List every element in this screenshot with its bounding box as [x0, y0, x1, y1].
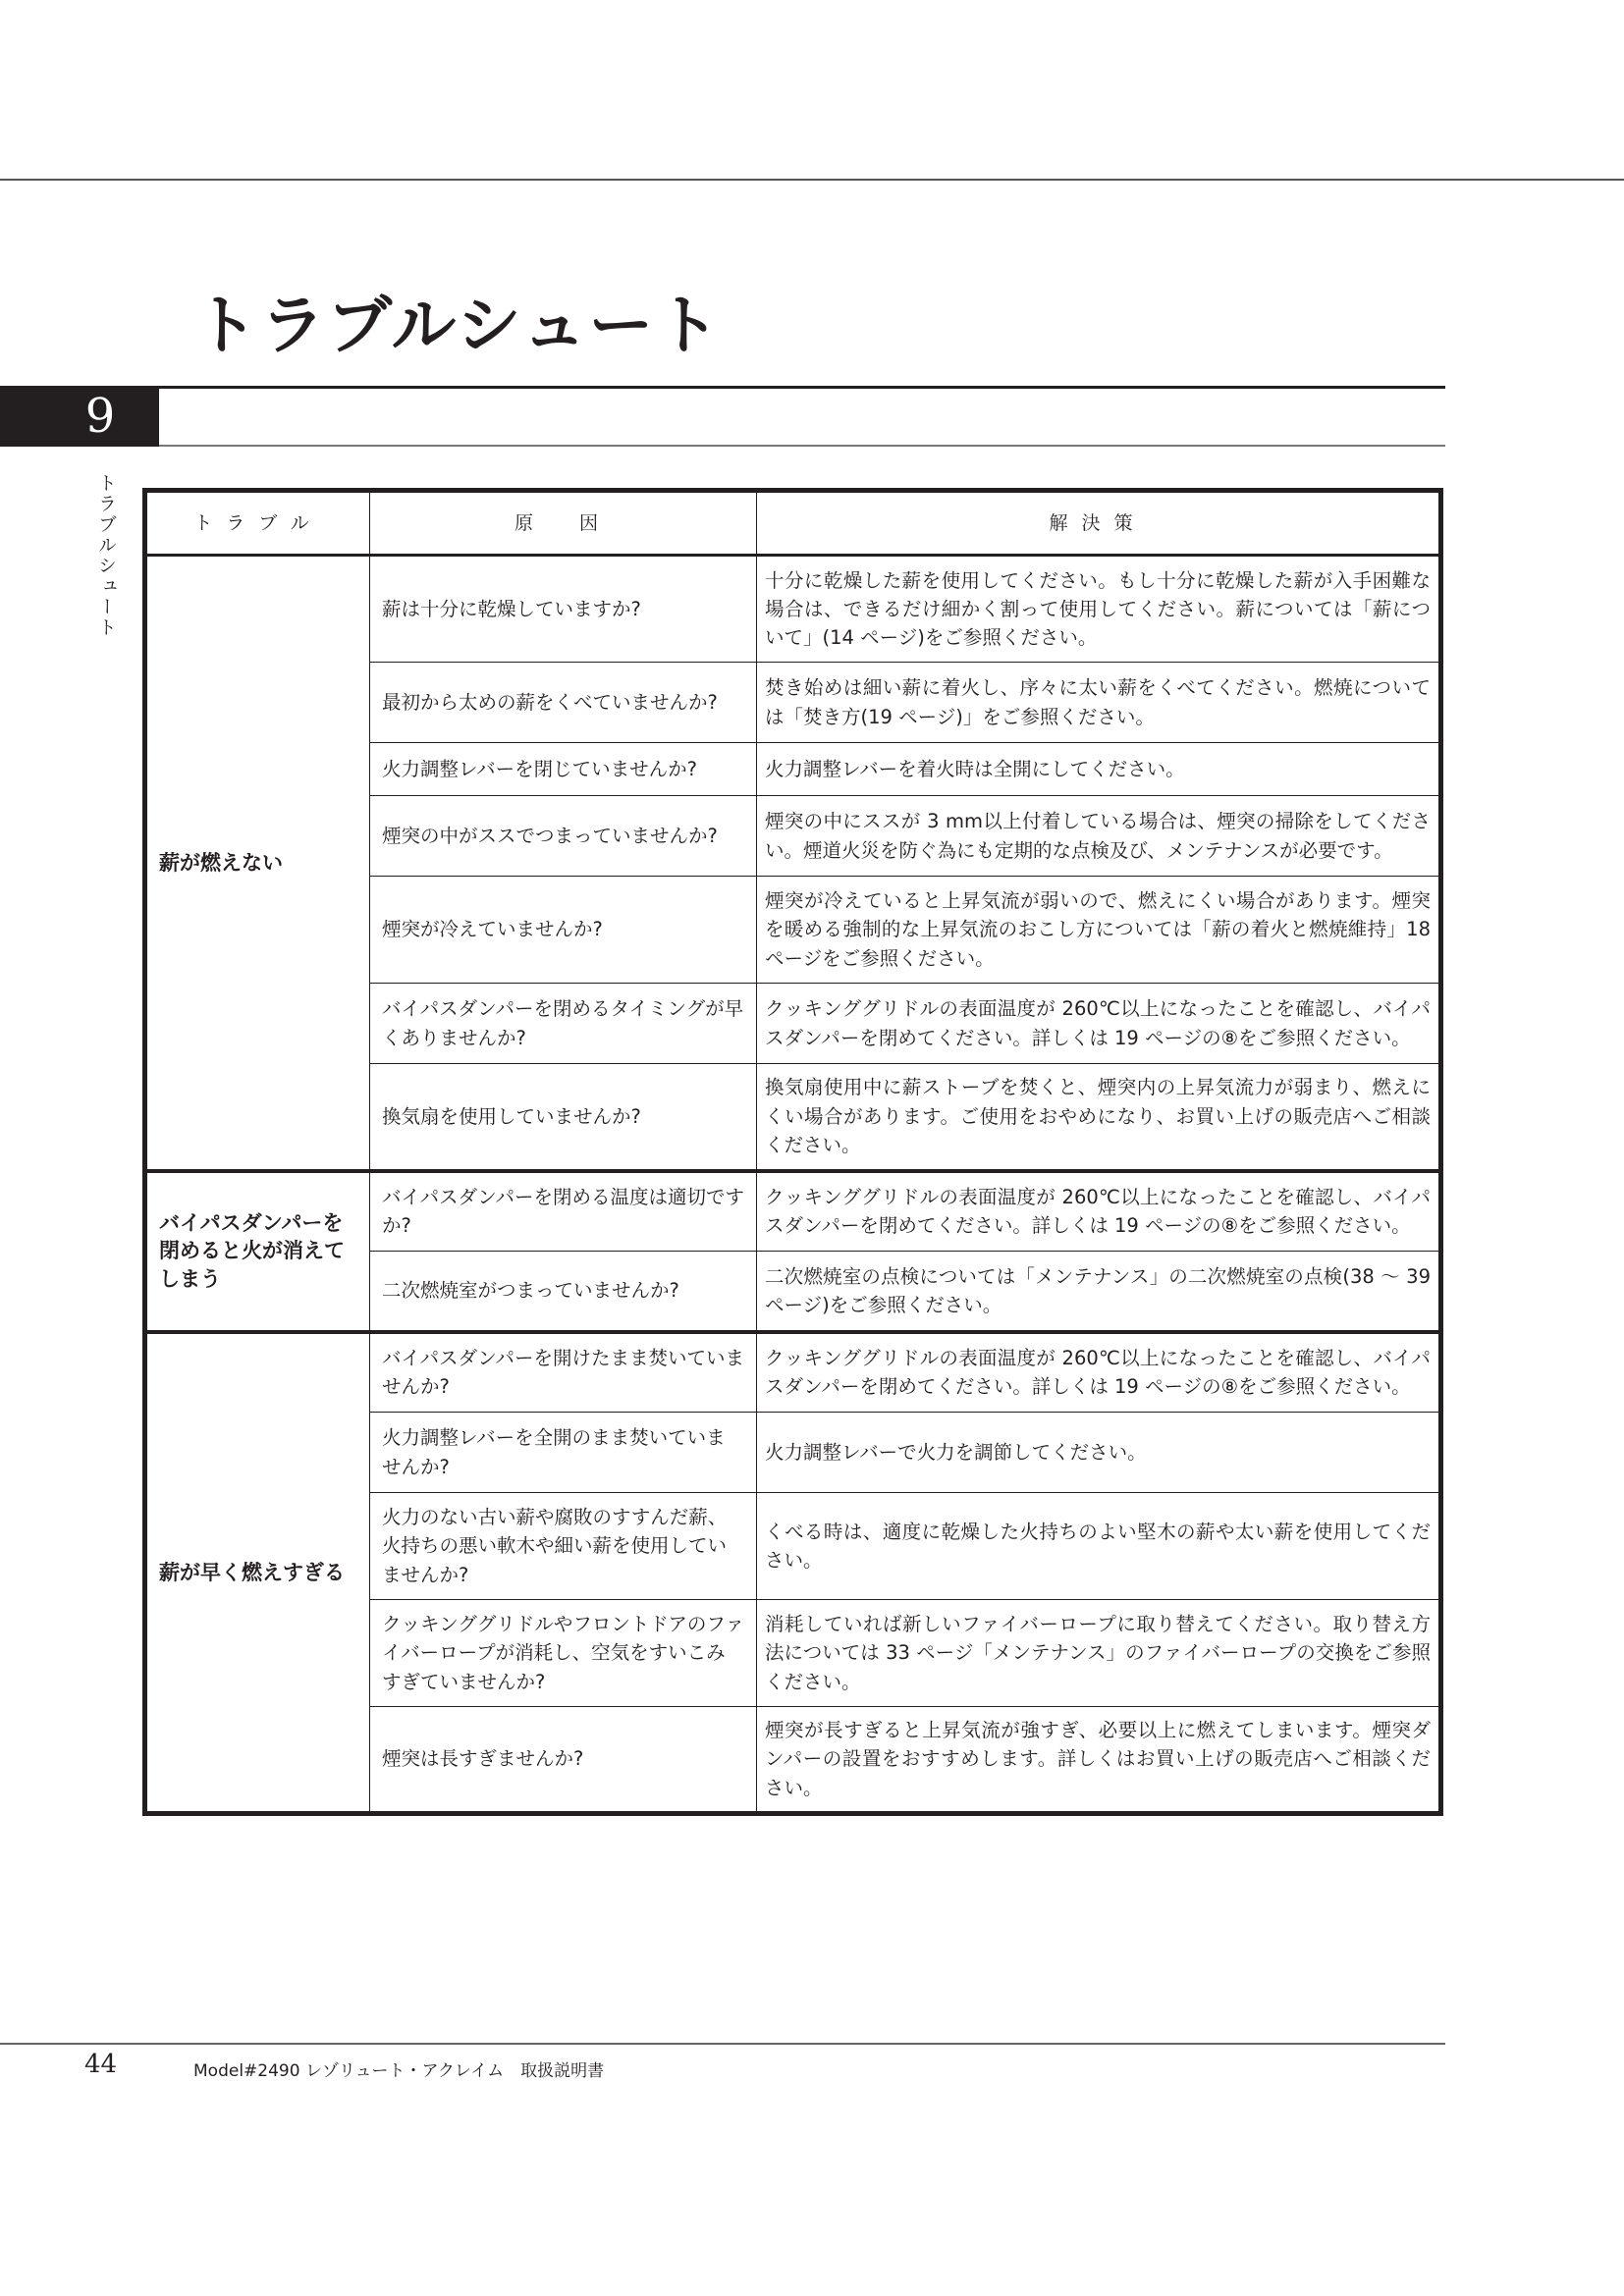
solution-cell: 焚き始めは細い薪に着火し、序々に太い薪をくべてください。燃焼については「焚き方(19 ページ)」をご参照ください。 [757, 663, 1441, 743]
cause-cell: 換気扇を使用していませんか? [370, 1064, 757, 1171]
category-label: バイパスダンパーを閉めると火が消えてしまう [145, 1171, 370, 1332]
cause-cell: 二次燃焼室がつまっていませんか? [370, 1252, 757, 1332]
solution-cell: 換気扇使用中に薪ストーブを焚くと、煙突内の上昇気流力が弱まり、燃えにくい場合があります。ご使用をおやめになり、お買い上げの販売店へご相談ください。 [757, 1064, 1441, 1171]
chapter-rule-top [157, 386, 1445, 389]
footer-manual-title: Model#2490 レゾリュート・アクレイム 取扱説明書 [193, 2061, 605, 2081]
cause-cell: 火力のない古い薪や腐敗のすすんだ薪、火持ちの悪い軟木や細い薪を使用していませんか? [370, 1493, 757, 1600]
cause-cell: クッキンググリドルやフロントドアのファイバーロープが消耗し、空気をすいこみすぎていませんか? [370, 1600, 757, 1707]
cause-cell: 火力調整レバーを全開のまま焚いていませんか? [370, 1413, 757, 1493]
top-rule [0, 179, 1624, 181]
table-header-row [145, 491, 1441, 556]
solution-cell: 消耗していれば新しいファイバーロープに取り替えてください。取り替え方法については 33 ページ「メンテナンス」のファイバーロープの交換をご参照ください。 [757, 1600, 1441, 1707]
cause-cell: バイパスダンパーを閉める温度は適切ですか? [370, 1171, 757, 1252]
solution-cell: クッキンググリドルの表面温度が 260℃以上になったことを確認し、バイパスダンパーを閉めてください。詳しくは 19 ページの⑧をご参照ください。 [757, 1171, 1441, 1252]
cause-cell: バイパスダンパーを閉めるタイミングが早くありませんか? [370, 984, 757, 1064]
chapter-rule-bottom [157, 445, 1445, 447]
cause-cell: バイパスダンパーを開けたまま焚いていませんか? [370, 1332, 757, 1413]
solution-cell: クッキンググリドルの表面温度が 260℃以上になったことを確認し、バイパスダンパーを閉めてください。詳しくは 19 ページの⑧をご参照ください。 [757, 1332, 1441, 1413]
solution-cell: 煙突が長すぎると上昇気流が強すぎ、必要以上に燃えてしまいます。煙突ダンパーの設置をおすすめします。詳しくはお買い上げの販売店へご相談ください。 [757, 1707, 1441, 1814]
header-solution: 解決策 [757, 491, 1441, 556]
chapter-number-box [0, 386, 157, 447]
solution-cell: 二次燃焼室の点検については「メンテナンス」の二次燃焼室の点検(38 〜 39 ページ)をご参照ください。 [757, 1252, 1441, 1332]
header-trouble: トラブル [145, 491, 370, 556]
page-number: 44 [84, 2050, 118, 2079]
table-row [145, 1171, 1441, 1252]
solution-cell: 火力調整レバーを着火時は全開にしてください。 [757, 743, 1441, 796]
side-section-label: トラブルシュート [95, 473, 117, 638]
chapter-rule-edge [157, 386, 159, 447]
solution-cell: 煙突の中にススが 3 mm以上付着している場合は、煙突の掃除をしてください。煙道火災を防ぐ為にも定期的な点検及び、メンテナンスが必要です。 [757, 796, 1441, 877]
header-cause: 原 因 [370, 491, 757, 556]
cause-cell: 煙突は長すぎませんか? [370, 1707, 757, 1814]
cause-cell: 煙突の中がススでつまっていませんか? [370, 796, 757, 877]
page-title: トラブルシュート [193, 287, 723, 363]
solution-cell: くべる時は、適度に乾燥した火持ちのよい堅木の薪や太い薪を使用してください。 [757, 1493, 1441, 1600]
cause-cell: 薪は十分に乾燥していますか? [370, 556, 757, 663]
cause-cell: 火力調整レバーを閉じていませんか? [370, 743, 757, 796]
category-label: 薪が燃えない [145, 556, 370, 1171]
category-label: 薪が早く燃えすぎる [145, 1332, 370, 1814]
solution-cell: 十分に乾燥した薪を使用してください。もし十分に乾燥した薪が入手困難な場合は、できるだけ細かく割って使用してください。薪については「薪について」(14 ページ)をご参照ください。 [757, 556, 1441, 663]
group-not-burning [145, 556, 1441, 1171]
solution-cell: 煙突が冷えていると上昇気流が弱いので、燃えにくい場合があります。煙突を暖める強制的な上昇気流のおこし方については「薪の着火と燃焼維持」18 ページをご参照ください。 [757, 877, 1441, 984]
footer-rule [0, 2043, 1445, 2045]
table-row [145, 1332, 1441, 1413]
cause-cell: 最初から太めの薪をくべていませんか? [370, 663, 757, 743]
group-fire-goes-out [145, 1171, 1441, 1332]
chapter-number: 9 [84, 389, 116, 444]
group-burns-too-fast [145, 1332, 1441, 1814]
solution-cell: 火力調整レバーで火力を調節してください。 [757, 1413, 1441, 1493]
cause-cell: 煙突が冷えていませんか? [370, 877, 757, 984]
solution-cell: クッキンググリドルの表面温度が 260℃以上になったことを確認し、バイパスダンパーを閉めてください。詳しくは 19 ページの⑧をご参照ください。 [757, 984, 1441, 1064]
table-row [145, 556, 1441, 663]
troubleshooting-table [142, 488, 1443, 1816]
